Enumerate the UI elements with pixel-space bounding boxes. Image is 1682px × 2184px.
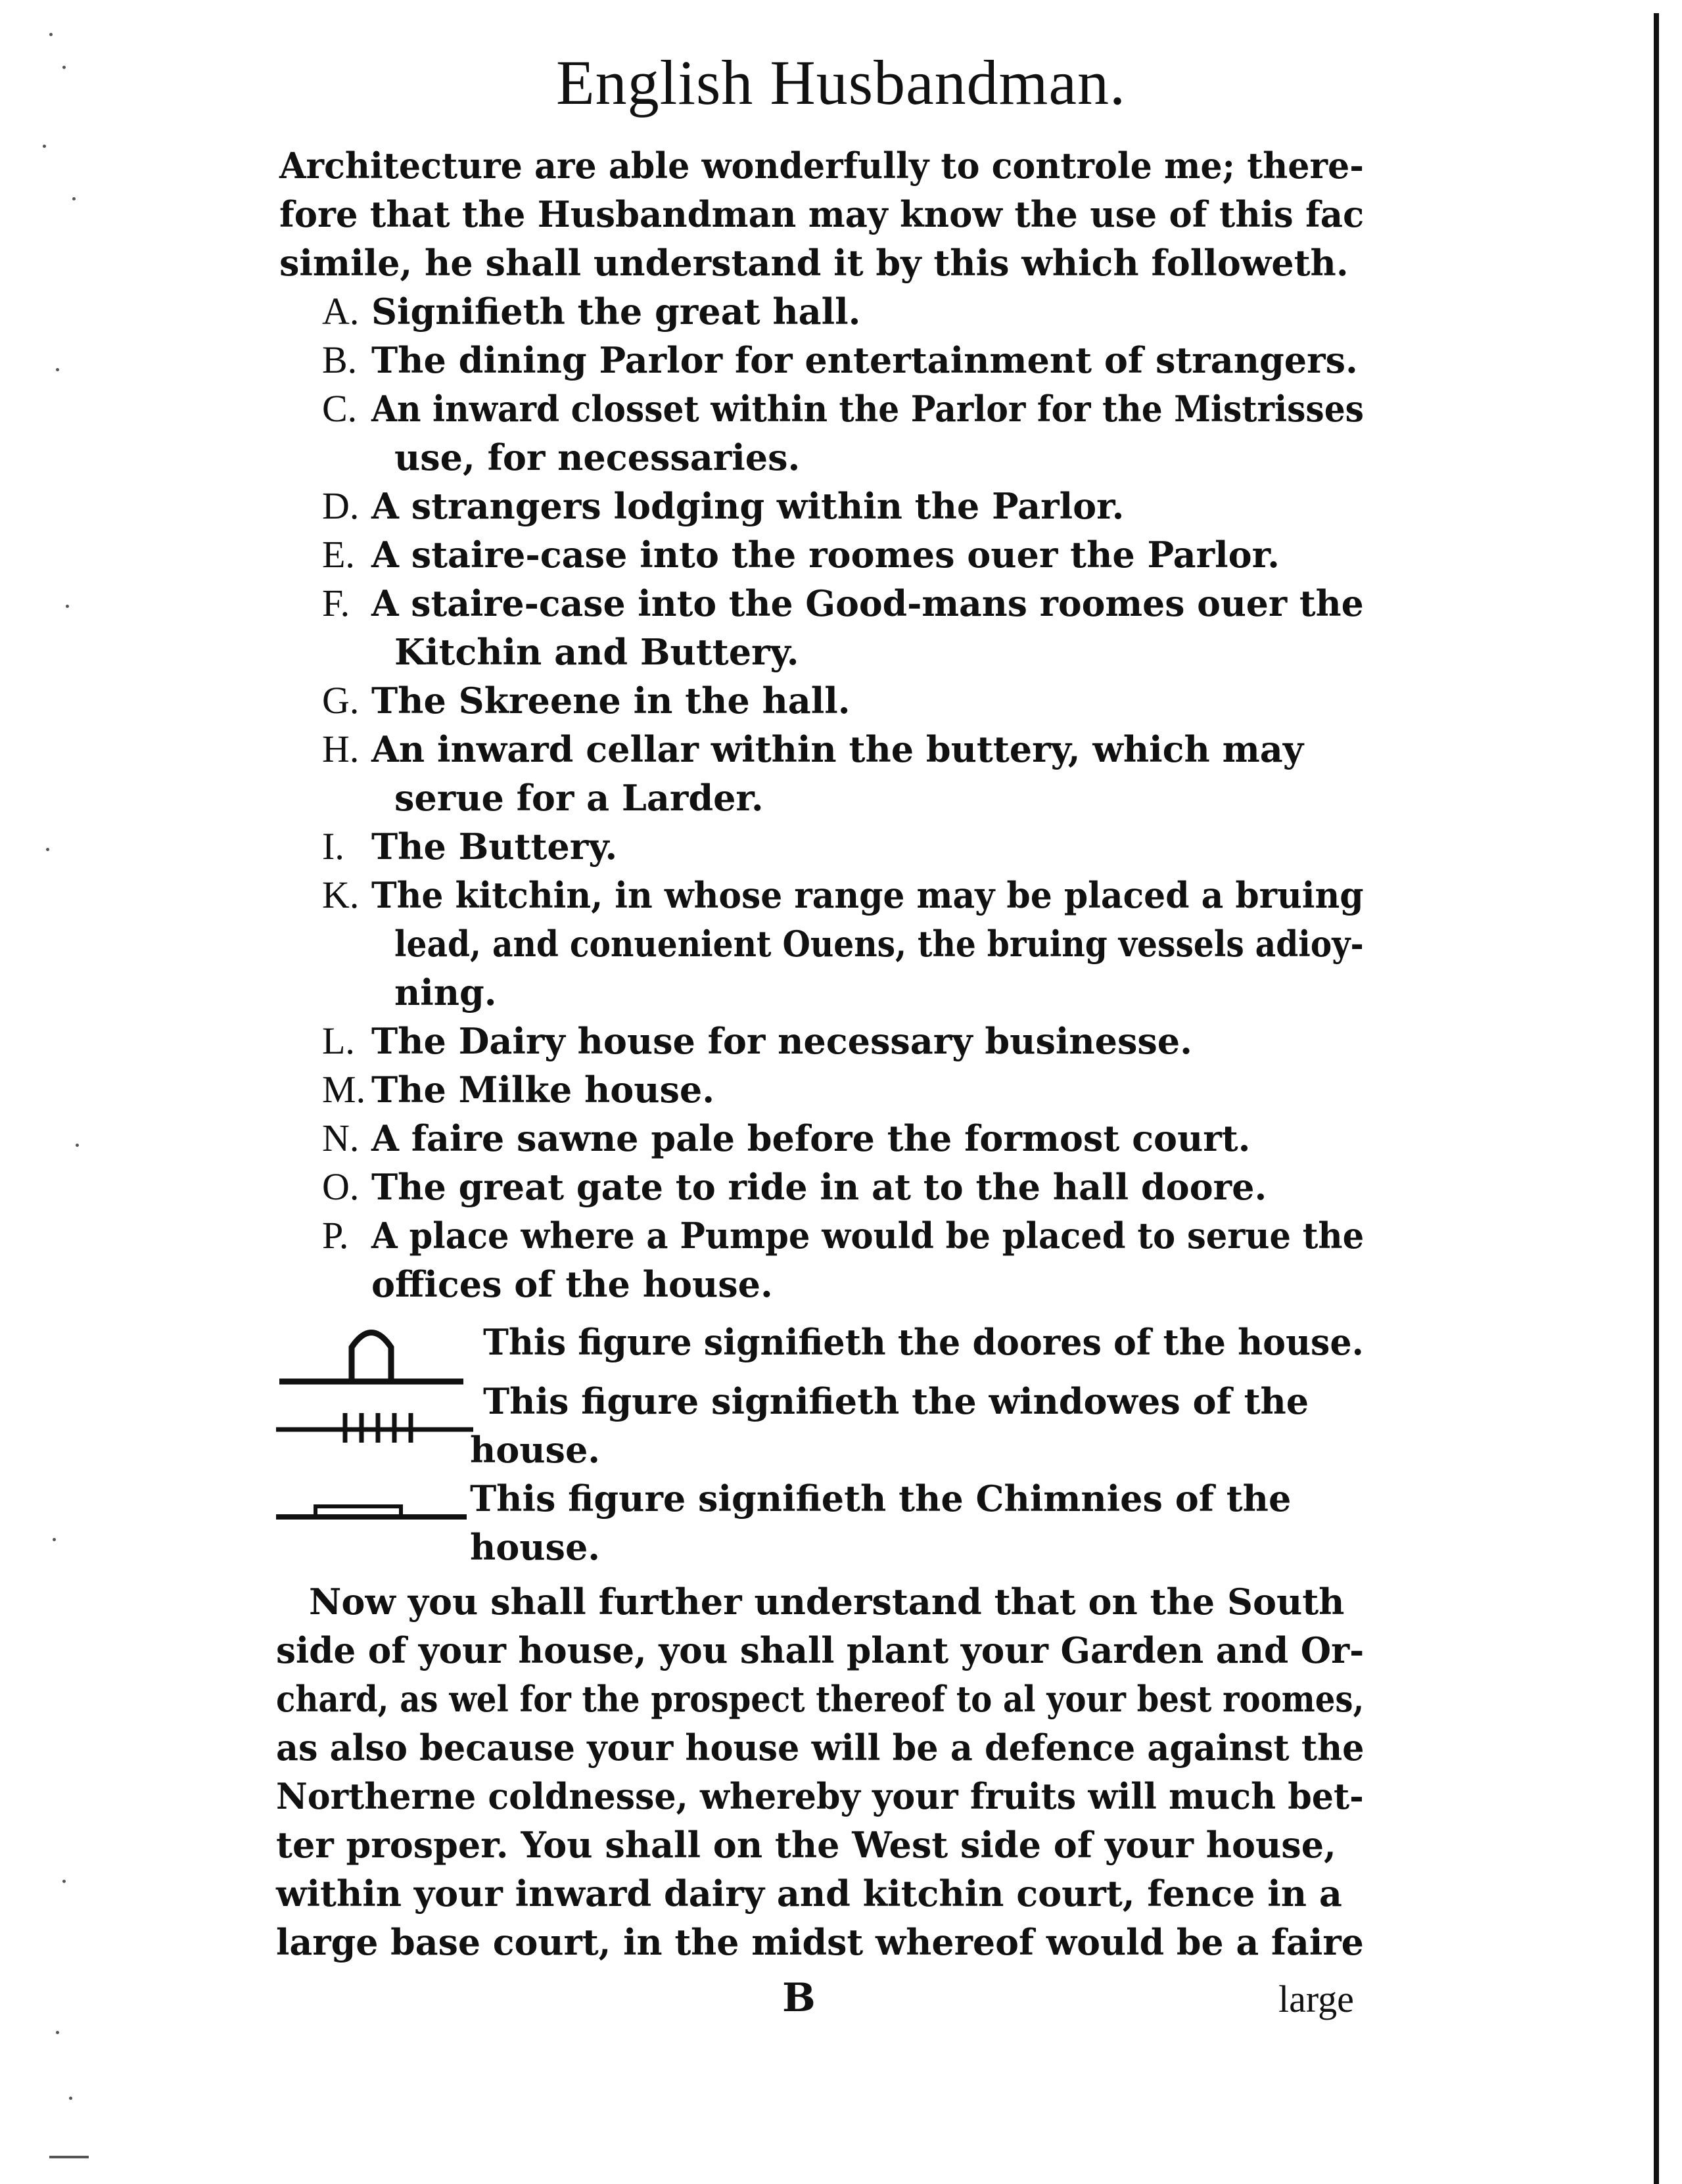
catchword: large [1278,1978,1354,2020]
intro-line: fore that the Husbandman may know the use of this fac [279,193,1365,235]
chimney-symbol-icon [276,1492,480,1531]
key-text-f-cont: Kitchin and Buttery. [394,631,799,673]
key-text-a: Signifieth the great hall. [371,290,861,333]
closing-line: large base court, in the midst whereof would be a faire [276,1921,1364,1963]
key-letter-h: H. [322,728,360,770]
key-letter-l: L. [322,1019,355,1062]
closing-line: as also because your house will be a defence against the [276,1727,1365,1769]
key-text-h-cont: serue for a Larder. [394,777,764,819]
closing-line: Now you shall further understand that on the South [309,1581,1345,1623]
key-letter-d: D. [322,484,360,527]
key-letter-m: M. [322,1068,366,1111]
key-text-d: A strangers lodging within the Parlor. [371,485,1125,527]
key-letter-g: G. [322,679,360,722]
key-text-o: The great gate to ride in at to the hall doore. [371,1166,1267,1208]
key-text-m: The Milke house. [371,1069,715,1111]
key-letter-n: N. [322,1117,360,1159]
key-letter-f: F. [322,582,350,624]
key-letter-o: O. [322,1165,360,1208]
key-text-l: The Dairy house for necessary businesse. [371,1020,1192,1062]
page-edge-rule [1654,13,1659,2184]
key-letter-a: A. [322,290,360,333]
closing-line: ter prosper. You shall on the West side of your house, [276,1824,1336,1866]
legend-window-text-cont: house. [470,1429,601,1471]
running-head: English Husbandman. [556,47,1126,118]
key-text-n: A faire sawne pale before the formost court. [371,1117,1251,1159]
key-letter-k: K. [322,873,360,916]
legend-window-text: This figure signifieth the windowes of the [483,1380,1309,1422]
key-text-c-cont: use, for necessaries. [394,436,801,478]
closing-line: side of your house, you shall plant your Garden and Or- [276,1629,1365,1671]
closing-line: Northerne coldnesse, whereby your fruits will much bet- [276,1775,1364,1817]
key-text-p: A place where a Pumpe would be placed to serue the [371,1215,1365,1257]
key-letter-p: P. [322,1214,349,1257]
key-letter-c: C. [322,387,358,430]
key-letter-b: B. [322,338,358,381]
key-text-k-cont2: ning. [394,971,497,1013]
intro-line: Architecture are able wonderfully to controle me; there- [279,145,1364,187]
key-text-e: A staire-case into the roomes ouer the Parlor. [371,534,1280,576]
legend-chimney-text: This figure signifieth the Chimnies of the [470,1477,1292,1520]
key-text-h: An inward cellar within the buttery, which may [371,728,1304,770]
closing-line: chard, as wel for the prospect thereof to al your best roomes, [276,1678,1365,1720]
signature-mark: B [782,1975,816,2021]
key-letter-i: I. [322,825,344,868]
key-text-c: An inward closset within the Parlor for the Mistrisses [371,388,1364,430]
key-text-f: A staire-case into the Good-mans roomes ouer the [371,582,1364,624]
key-text-b: The dining Parlor for entertainment of strangers. [371,339,1358,381]
closing-line: within your inward dairy and kitchin court, fence in a [276,1872,1342,1915]
key-text-g: The Skreene in the hall. [371,680,851,722]
key-text-k-cont: lead, and conuenient Ouens, the bruing vessels adioy- [394,923,1364,965]
window-symbol-icon [276,1400,486,1459]
key-text-k: The kitchin, in whose range may be placed a bruing [371,874,1364,916]
legend-door-text: This figure signifieth the doores of the house. [483,1321,1364,1363]
key-letter-e: E. [322,533,355,576]
intro-line: simile, he shall understand it by this which followeth. [279,242,1349,284]
legend-chimney-text-cont: house. [470,1526,601,1568]
door-symbol-icon [279,1321,477,1393]
key-text-p-cont: offices of the house. [371,1263,773,1305]
key-text-i: The Buttery. [371,825,618,868]
left-margin-speckles [36,26,89,2169]
